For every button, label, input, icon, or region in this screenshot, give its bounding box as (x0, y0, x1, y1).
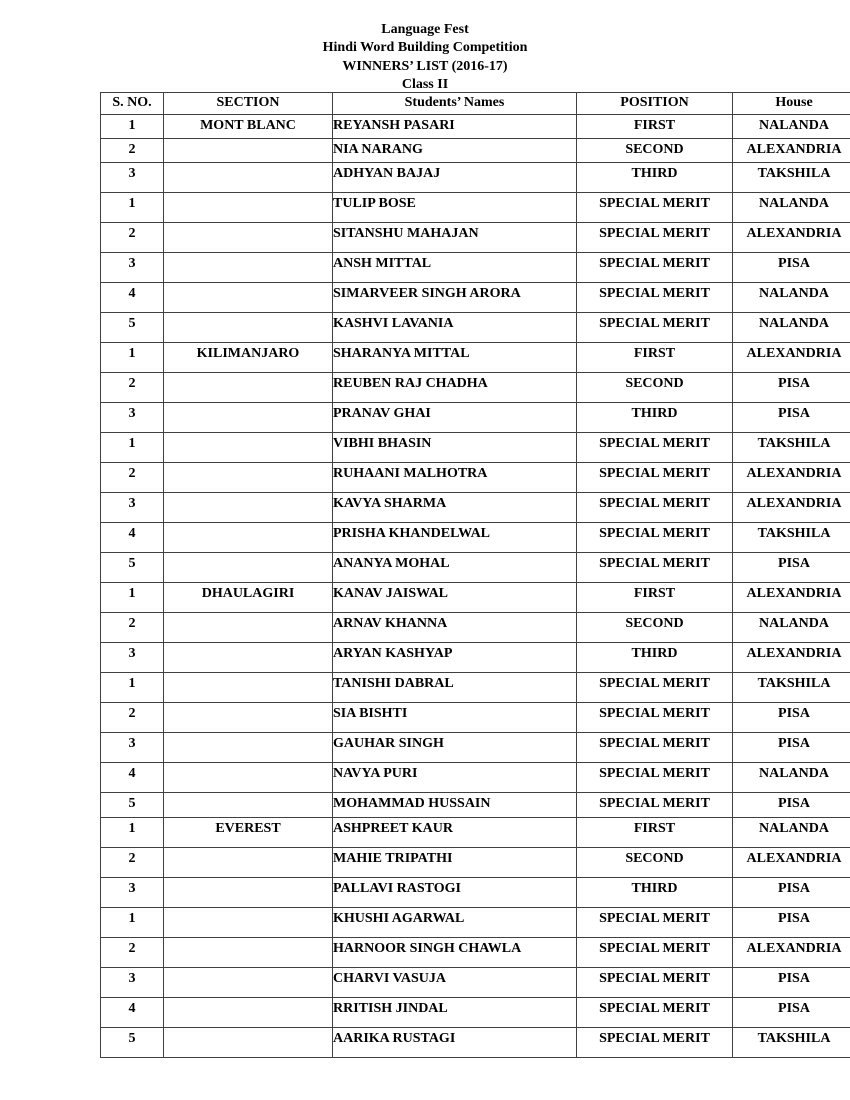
cell-student-name: MAHIE TRIPATHI (333, 848, 577, 878)
cell-section (164, 433, 333, 463)
cell-position: THIRD (577, 878, 733, 908)
cell-house: ALEXANDRIA (733, 493, 850, 523)
cell-sno: 1 (101, 818, 164, 848)
cell-student-name: PALLAVI RASTOGI (333, 878, 577, 908)
cell-section (164, 793, 333, 818)
cell-student-name: PRISHA KHANDELWAL (333, 523, 577, 553)
cell-sno: 5 (101, 313, 164, 343)
cell-house: PISA (733, 403, 850, 433)
cell-position: SPECIAL MERIT (577, 968, 733, 998)
cell-position: SPECIAL MERIT (577, 433, 733, 463)
cell-sno: 1 (101, 193, 164, 223)
table-row (101, 793, 850, 818)
cell-section (164, 908, 333, 938)
cell-position: SPECIAL MERIT (577, 763, 733, 793)
cell-position: SECOND (577, 373, 733, 403)
table-row (101, 253, 850, 283)
table-row (101, 938, 850, 968)
cell-student-name: NIA NARANG (333, 139, 577, 163)
cell-student-name: TANISHI DABRAL (333, 673, 577, 703)
event-title: Language Fest (381, 22, 469, 37)
cell-house: PISA (733, 878, 850, 908)
cell-sno: 1 (101, 115, 164, 139)
cell-position: FIRST (577, 818, 733, 848)
cell-position: SPECIAL MERIT (577, 793, 733, 818)
cell-house: ALEXANDRIA (733, 938, 850, 968)
cell-student-name: MOHAMMAD HUSSAIN (333, 793, 577, 818)
table-row (101, 878, 850, 908)
cell-position: SPECIAL MERIT (577, 1028, 733, 1058)
table-body (101, 115, 850, 1058)
cell-section (164, 643, 333, 673)
table-row (101, 283, 850, 313)
cell-house: ALEXANDRIA (733, 643, 850, 673)
cell-house: ALEXANDRIA (733, 343, 850, 373)
table-row (101, 613, 850, 643)
cell-student-name: KASHVI LAVANIA (333, 313, 577, 343)
cell-house: ALEXANDRIA (733, 223, 850, 253)
cell-student-name: PRANAV GHAI (333, 403, 577, 433)
table-row (101, 433, 850, 463)
cell-sno: 1 (101, 583, 164, 613)
table-row (101, 818, 850, 848)
cell-student-name: SHARANYA MITTAL (333, 343, 577, 373)
table-row (101, 463, 850, 493)
cell-position: FIRST (577, 583, 733, 613)
cell-student-name: ADHYAN BAJAJ (333, 163, 577, 193)
cell-student-name: CHARVI VASUJA (333, 968, 577, 998)
table-row (101, 115, 850, 139)
cell-sno: 3 (101, 163, 164, 193)
cell-sno: 4 (101, 998, 164, 1028)
cell-section (164, 463, 333, 493)
cell-section (164, 968, 333, 998)
cell-section: KILIMANJARO (164, 343, 333, 373)
cell-sno: 3 (101, 253, 164, 283)
cell-sno: 4 (101, 523, 164, 553)
cell-section (164, 523, 333, 553)
cell-position: SPECIAL MERIT (577, 253, 733, 283)
cell-position: SPECIAL MERIT (577, 193, 733, 223)
cell-student-name: KHUSHI AGARWAL (333, 908, 577, 938)
table-row (101, 1028, 850, 1058)
cell-section: MONT BLANC (164, 115, 333, 139)
cell-student-name: TULIP BOSE (333, 193, 577, 223)
cell-house: ALEXANDRIA (733, 463, 850, 493)
cell-sno: 2 (101, 463, 164, 493)
cell-position: SPECIAL MERIT (577, 283, 733, 313)
table-header-row (101, 93, 850, 115)
table-row (101, 703, 850, 733)
cell-section (164, 163, 333, 193)
cell-sno: 2 (101, 938, 164, 968)
cell-position: SPECIAL MERIT (577, 463, 733, 493)
cell-student-name: RUHAANI MALHOTRA (333, 463, 577, 493)
cell-student-name: ANANYA MOHAL (333, 553, 577, 583)
competition-title: Hindi Word Building Competition (322, 40, 528, 56)
cell-student-name: RRITISH JINDAL (333, 998, 577, 1028)
cell-section (164, 139, 333, 163)
list-title: WINNERS’ LIST (2016-17) (342, 58, 508, 74)
cell-house: PISA (733, 968, 850, 998)
cell-house: TAKSHILA (733, 163, 850, 193)
cell-position: SPECIAL MERIT (577, 733, 733, 763)
cell-student-name: HARNOOR SINGH CHAWLA (333, 938, 577, 968)
cell-house: NALANDA (733, 763, 850, 793)
cell-sno: 2 (101, 373, 164, 403)
column-header-name: Students’ Names (333, 93, 577, 115)
table-row (101, 763, 850, 793)
cell-student-name: REYANSH PASARI (333, 115, 577, 139)
cell-sno: 1 (101, 433, 164, 463)
cell-section (164, 1028, 333, 1058)
cell-position: THIRD (577, 643, 733, 673)
cell-sno: 2 (101, 613, 164, 643)
cell-position: SPECIAL MERIT (577, 223, 733, 253)
cell-student-name: ASHPREET KAUR (333, 818, 577, 848)
cell-position: FIRST (577, 343, 733, 373)
cell-sno: 2 (101, 223, 164, 253)
cell-sno: 5 (101, 793, 164, 818)
cell-student-name: REUBEN RAJ CHADHA (333, 373, 577, 403)
cell-section: DHAULAGIRI (164, 583, 333, 613)
cell-sno: 4 (101, 763, 164, 793)
table-row (101, 139, 850, 163)
cell-house: TAKSHILA (733, 673, 850, 703)
cell-position: SPECIAL MERIT (577, 908, 733, 938)
cell-section (164, 493, 333, 523)
table-row (101, 848, 850, 878)
cell-student-name: SIA BISHTI (333, 703, 577, 733)
cell-position: SPECIAL MERIT (577, 493, 733, 523)
cell-position: THIRD (577, 403, 733, 433)
cell-section (164, 373, 333, 403)
column-header-sno: S. NO. (101, 93, 164, 115)
cell-section: EVEREST (164, 818, 333, 848)
table-row (101, 733, 850, 763)
cell-sno: 2 (101, 703, 164, 733)
cell-position: SPECIAL MERIT (577, 523, 733, 553)
cell-section (164, 938, 333, 968)
cell-section (164, 848, 333, 878)
cell-section (164, 403, 333, 433)
cell-position: SPECIAL MERIT (577, 553, 733, 583)
cell-student-name: ARNAV KHANNA (333, 613, 577, 643)
table-row (101, 373, 850, 403)
cell-sno: 2 (101, 139, 164, 163)
cell-house: TAKSHILA (733, 433, 850, 463)
cell-section (164, 283, 333, 313)
cell-house: NALANDA (733, 313, 850, 343)
table-row (101, 493, 850, 523)
cell-house: ALEXANDRIA (733, 583, 850, 613)
cell-house: NALANDA (733, 613, 850, 643)
table-row (101, 908, 850, 938)
cell-section (164, 223, 333, 253)
document-header (0, 21, 850, 94)
table-row (101, 968, 850, 998)
cell-sno: 3 (101, 403, 164, 433)
cell-section (164, 703, 333, 733)
cell-student-name: NAVYA PURI (333, 763, 577, 793)
class-label: Class II (401, 76, 449, 92)
cell-section (164, 878, 333, 908)
winners-table (100, 92, 850, 1058)
cell-sno: 3 (101, 493, 164, 523)
table-row (101, 583, 850, 613)
cell-sno: 4 (101, 283, 164, 313)
cell-sno: 3 (101, 968, 164, 998)
cell-house: PISA (733, 908, 850, 938)
cell-house: TAKSHILA (733, 523, 850, 553)
cell-section (164, 193, 333, 223)
cell-sno: 5 (101, 1028, 164, 1058)
cell-house: PISA (733, 703, 850, 733)
cell-house: NALANDA (733, 115, 850, 139)
cell-sno: 1 (101, 343, 164, 373)
cell-student-name: ANSH MITTAL (333, 253, 577, 283)
cell-position: SPECIAL MERIT (577, 703, 733, 733)
cell-sno: 3 (101, 733, 164, 763)
column-header-house: House (733, 93, 850, 115)
cell-student-name: SIMARVEER SINGH ARORA (333, 283, 577, 313)
cell-section (164, 673, 333, 703)
cell-house: PISA (733, 553, 850, 583)
cell-student-name: KANAV JAISWAL (333, 583, 577, 613)
cell-house: NALANDA (733, 193, 850, 223)
cell-house: NALANDA (733, 818, 850, 848)
cell-section (164, 253, 333, 283)
column-header-section: SECTION (164, 93, 333, 115)
cell-house: PISA (733, 998, 850, 1028)
table-row (101, 343, 850, 373)
cell-student-name: AARIKA RUSTAGI (333, 1028, 577, 1058)
cell-section (164, 313, 333, 343)
cell-house: PISA (733, 733, 850, 763)
cell-house: TAKSHILA (733, 1028, 850, 1058)
cell-sno: 2 (101, 848, 164, 878)
cell-house: PISA (733, 793, 850, 818)
cell-position: SPECIAL MERIT (577, 673, 733, 703)
cell-position: THIRD (577, 163, 733, 193)
table-row (101, 553, 850, 583)
cell-section (164, 613, 333, 643)
cell-student-name: GAUHAR SINGH (333, 733, 577, 763)
cell-sno: 1 (101, 908, 164, 938)
cell-sno: 1 (101, 673, 164, 703)
cell-sno: 3 (101, 878, 164, 908)
cell-student-name: SITANSHU MAHAJAN (333, 223, 577, 253)
cell-house: PISA (733, 373, 850, 403)
cell-section (164, 763, 333, 793)
cell-student-name: VIBHI BHASIN (333, 433, 577, 463)
cell-student-name: KAVYA SHARMA (333, 493, 577, 523)
cell-student-name: ARYAN KASHYAP (333, 643, 577, 673)
table-row (101, 673, 850, 703)
cell-section (164, 733, 333, 763)
cell-house: NALANDA (733, 283, 850, 313)
table-row (101, 223, 850, 253)
table-row (101, 643, 850, 673)
cell-position: SPECIAL MERIT (577, 313, 733, 343)
cell-position: SPECIAL MERIT (577, 998, 733, 1028)
cell-sno: 5 (101, 553, 164, 583)
cell-position: SPECIAL MERIT (577, 938, 733, 968)
cell-position: SECOND (577, 139, 733, 163)
table-row (101, 193, 850, 223)
cell-position: SECOND (577, 613, 733, 643)
table-row (101, 313, 850, 343)
cell-sno: 3 (101, 643, 164, 673)
column-header-position: POSITION (577, 93, 733, 115)
table-row (101, 998, 850, 1028)
table-row (101, 403, 850, 433)
cell-house: ALEXANDRIA (733, 848, 850, 878)
table-row (101, 163, 850, 193)
table-row (101, 523, 850, 553)
cell-house: ALEXANDRIA (733, 139, 850, 163)
cell-house: PISA (733, 253, 850, 283)
cell-section (164, 998, 333, 1028)
cell-position: FIRST (577, 115, 733, 139)
cell-position: SECOND (577, 848, 733, 878)
cell-section (164, 553, 333, 583)
